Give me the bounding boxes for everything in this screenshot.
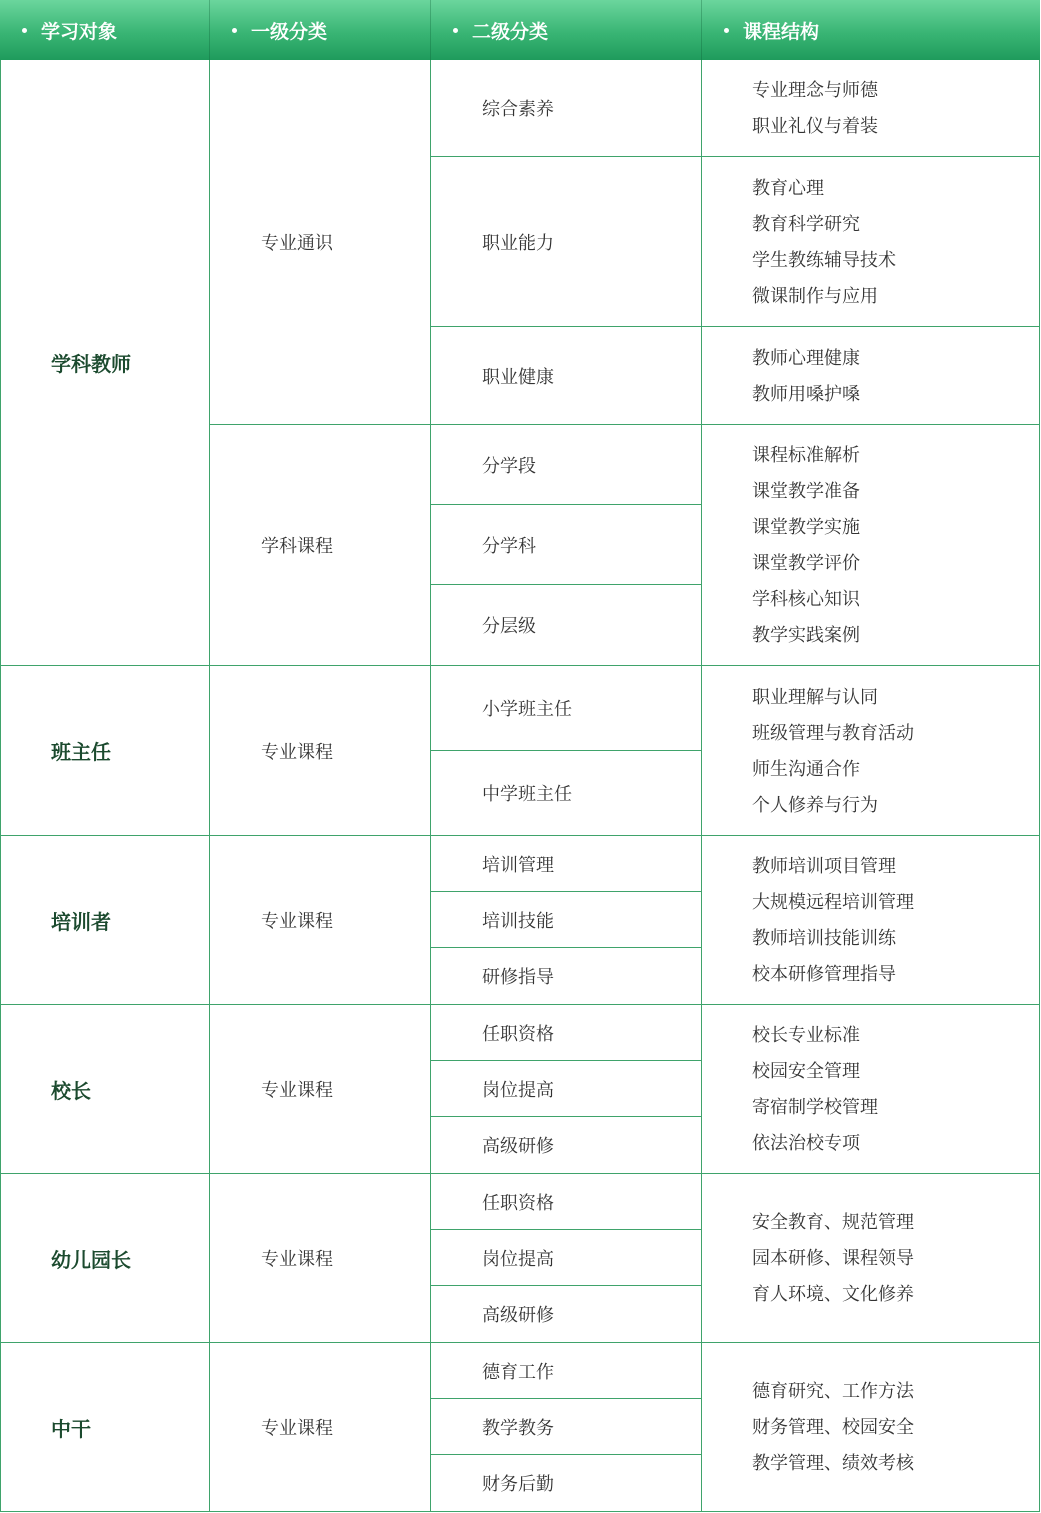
- subcategory-name: 任职资格: [482, 1023, 554, 1044]
- subcategory-name: 高级研修: [482, 1136, 554, 1156]
- audience-name: 校长: [51, 1080, 91, 1103]
- category-name: 专业课程: [261, 1418, 333, 1438]
- subcategory-cell: [431, 505, 702, 585]
- header-label: 课程结构: [743, 21, 820, 43]
- course-item: 师生沟通合作: [752, 758, 860, 779]
- course-list: [752, 1373, 914, 1481]
- courses-cell: [702, 1343, 1040, 1512]
- subcategory-name: 研修指导: [482, 967, 554, 987]
- course-item: 大规模远程培训管理: [752, 892, 914, 912]
- subcategory-cell: [431, 157, 702, 327]
- course-item: 教学管理、绩效考核: [752, 1453, 914, 1473]
- subcategory-name: 财务后勤: [482, 1474, 554, 1494]
- subcategory-cell: [431, 1005, 702, 1061]
- subcategory-name: 分学段: [482, 455, 536, 476]
- subcategory-cell: [431, 585, 702, 666]
- header-label: 二级分类: [472, 21, 549, 43]
- header-label: 学习对象: [41, 21, 118, 43]
- subcategory-name: 职业健康: [482, 366, 554, 387]
- course-item: 教育科学研究: [752, 213, 860, 234]
- subcategory-cell: [431, 1061, 702, 1117]
- subcategory-cell: [431, 1230, 702, 1286]
- course-item: 教师培训项目管理: [752, 856, 896, 876]
- bullet-icon: [724, 28, 729, 33]
- course-list: [752, 848, 914, 992]
- courses-cell: [702, 1174, 1040, 1343]
- course-item: 专业理念与师德: [752, 80, 878, 100]
- subcategory-name: 岗位提高: [482, 1079, 554, 1100]
- course-item: 学生教练辅导技术: [752, 249, 896, 270]
- subcategory-name: 德育工作: [482, 1361, 554, 1382]
- subcategory-cell: [431, 666, 702, 751]
- course-list: [752, 437, 860, 653]
- category-cell: [210, 836, 431, 1005]
- category-name: 专业通识: [261, 233, 333, 253]
- subcategory-name: 高级研修: [482, 1305, 554, 1325]
- bullet-icon: [22, 28, 27, 33]
- subcategory-name: 任职资格: [482, 1192, 554, 1213]
- subcategory-name: 教学教务: [482, 1417, 554, 1438]
- audience-name: 培训者: [51, 911, 111, 934]
- subcategory-name: 综合素养: [482, 99, 554, 119]
- subcategory-cell: [431, 1455, 702, 1512]
- courses-cell: [702, 157, 1040, 327]
- category-name: 专业课程: [261, 1249, 333, 1269]
- subcategory-cell: [431, 1343, 702, 1399]
- course-list: [752, 1204, 914, 1312]
- subcategory-cell: [431, 1399, 702, 1455]
- course-item: 职业理解与认同: [752, 686, 878, 707]
- course-item: 教育心理: [752, 177, 824, 198]
- subcategory-cell: [431, 836, 702, 892]
- course-list: [752, 1017, 878, 1161]
- courses-cell: [702, 327, 1040, 425]
- header-secondary-category: [431, 0, 702, 60]
- category-cell: [210, 666, 431, 836]
- course-list: [752, 340, 860, 412]
- category-cell: [210, 1005, 431, 1174]
- subcategory-name: 岗位提高: [482, 1248, 554, 1269]
- courses-cell: [702, 1005, 1040, 1174]
- category-cell: [210, 425, 431, 666]
- subcategory-name: 培训管理: [482, 854, 554, 875]
- bullet-icon: [453, 28, 458, 33]
- course-list: [752, 72, 878, 144]
- category-name: 专业课程: [261, 741, 333, 762]
- audience-cell: [0, 60, 210, 666]
- course-item: 校长专业标准: [752, 1025, 860, 1045]
- audience-name: 班主任: [51, 742, 111, 764]
- course-item: 班级管理与教育活动: [752, 722, 914, 743]
- audience-cell: [0, 666, 210, 836]
- courses-cell: [702, 666, 1040, 836]
- course-item: 依法治校专项: [752, 1133, 860, 1153]
- course-item: 安全教育、规范管理: [752, 1212, 914, 1232]
- course-item: 育人环境、文化修养: [752, 1284, 914, 1304]
- subcategory-cell: [431, 1174, 702, 1230]
- course-item: 课程标准解析: [752, 445, 860, 465]
- bullet-icon: [232, 28, 237, 33]
- category-name: 专业课程: [261, 1080, 333, 1100]
- course-item: 职业礼仪与着装: [752, 116, 878, 136]
- subcategory-cell: [431, 751, 702, 836]
- subcategory-cell: [431, 1117, 702, 1174]
- subcategory-name: 职业能力: [482, 232, 554, 253]
- header-learning-target: [0, 0, 210, 60]
- course-list: [752, 170, 896, 314]
- category-cell: [210, 1343, 431, 1512]
- header-course-structure: [702, 0, 1040, 60]
- course-item: 校本研修管理指导: [752, 964, 896, 984]
- subcategory-name: 小学班主任: [482, 699, 572, 719]
- audience-cell: [0, 1174, 210, 1343]
- courses-cell: [702, 60, 1040, 157]
- course-item: 校园安全管理: [752, 1061, 860, 1081]
- header-label: 一级分类: [251, 21, 328, 43]
- category-cell: [210, 60, 431, 425]
- course-item: 寄宿制学校管理: [752, 1097, 878, 1117]
- course-list: [752, 679, 914, 823]
- course-item: 个人修养与行为: [752, 794, 878, 815]
- subcategory-cell: [431, 425, 702, 505]
- audience-name: 幼儿园长: [51, 1249, 131, 1272]
- subcategory-name: 中学班主任: [482, 784, 572, 804]
- course-item: 微课制作与应用: [752, 285, 878, 306]
- course-item: 教学实践案例: [752, 625, 860, 645]
- category-name: 专业课程: [261, 911, 333, 931]
- courses-cell: [702, 836, 1040, 1005]
- subcategory-name: 分层级: [482, 616, 536, 636]
- audience-name: 学科教师: [51, 354, 131, 376]
- subcategory-cell: [431, 948, 702, 1005]
- audience-name: 中干: [51, 1418, 91, 1441]
- course-item: 课堂教学评价: [752, 553, 860, 573]
- audience-cell: [0, 836, 210, 1005]
- category-cell: [210, 1174, 431, 1343]
- audience-cell: [0, 1005, 210, 1174]
- subcategory-cell: [431, 60, 702, 157]
- course-item: 财务管理、校园安全: [752, 1417, 914, 1437]
- course-item: 园本研修、课程领导: [752, 1248, 914, 1268]
- course-item: 教师用嗓护嗓: [752, 383, 860, 404]
- course-item: 学科核心知识: [752, 589, 860, 609]
- course-item: 教师培训技能训练: [752, 928, 896, 948]
- course-item: 教师心理健康: [752, 347, 860, 368]
- subcategory-cell: [431, 1286, 702, 1343]
- category-name: 学科课程: [261, 536, 333, 556]
- subcategory-name: 分学科: [482, 535, 536, 556]
- audience-cell: [0, 1343, 210, 1512]
- header-primary-category: [210, 0, 431, 60]
- course-item: 课堂教学准备: [752, 481, 860, 501]
- subcategory-cell: [431, 327, 702, 425]
- subcategory-name: 培训技能: [482, 910, 554, 931]
- courses-cell: [702, 425, 1040, 666]
- subcategory-cell: [431, 892, 702, 948]
- course-item: 德育研究、工作方法: [752, 1381, 914, 1401]
- course-item: 课堂教学实施: [752, 517, 860, 537]
